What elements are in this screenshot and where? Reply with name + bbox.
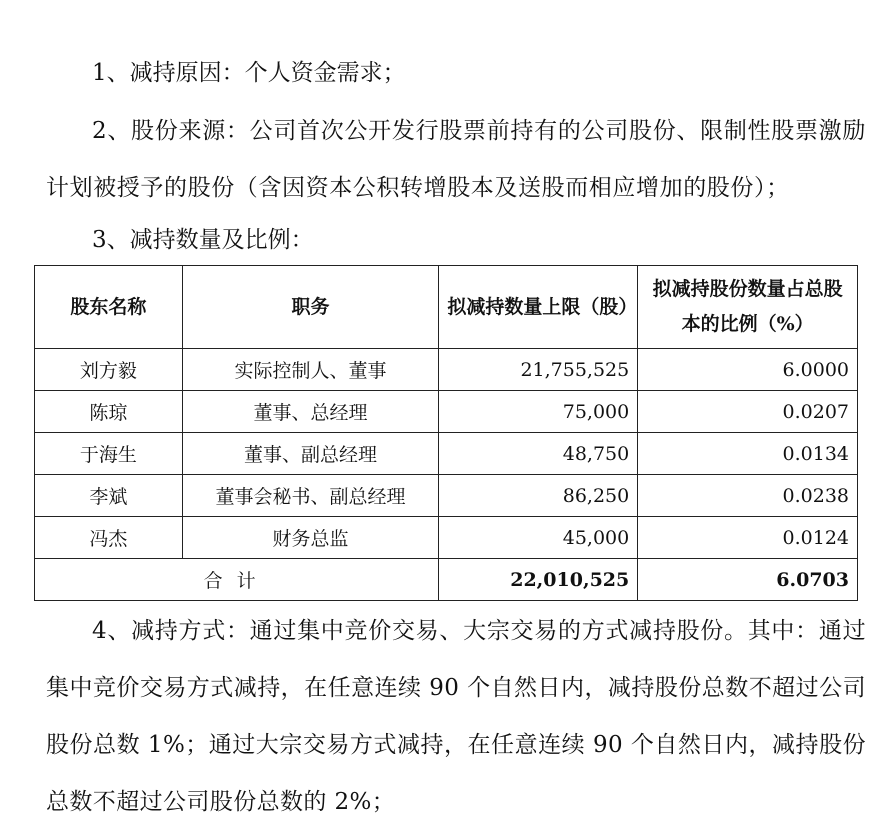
table-row (35, 349, 858, 391)
cell-position: 董事会秘书、副总经理 (182, 475, 439, 517)
header-max-shares: 拟减持数量上限（股） (439, 266, 638, 349)
cell-max-shares: 45,000 (439, 517, 638, 559)
table-row (35, 517, 858, 559)
cell-max-shares: 75,000 (439, 391, 638, 433)
table-row (35, 475, 858, 517)
table-row (35, 433, 858, 475)
header-position: 职务 (182, 266, 439, 349)
source-paragraph: 2、股份来源：公司首次公开发行股票前持有的公司股份、限制性股票激励计划被授予的股份（含因资本公积转增股本及送股而相应增加的股份）； (46, 118, 866, 201)
cell-position: 实际控制人、董事 (182, 349, 439, 391)
cell-position: 财务总监 (182, 517, 439, 559)
cell-max-shares: 48,750 (439, 433, 638, 475)
reason-paragraph: 1、减持原因：个人资金需求； (92, 60, 406, 86)
cell-name: 冯杰 (35, 517, 183, 559)
quantity-heading: 3、减持数量及比例： (92, 227, 314, 253)
total-label: 合计 (35, 559, 439, 601)
cell-position: 董事、总经理 (182, 391, 439, 433)
header-shareholder-name: 股东名称 (35, 266, 183, 349)
cell-name: 刘方毅 (35, 349, 183, 391)
cell-ratio: 0.0124 (638, 517, 858, 559)
cell-ratio: 6.0000 (638, 349, 858, 391)
table-total-row (35, 559, 858, 601)
cell-name: 李斌 (35, 475, 183, 517)
total-ratio: 6.0703 (638, 559, 858, 601)
cell-max-shares: 21,755,525 (439, 349, 638, 391)
cell-name: 陈琼 (35, 391, 183, 433)
total-max-shares: 22,010,525 (439, 559, 638, 601)
cell-ratio: 0.0134 (638, 433, 858, 475)
cell-ratio: 0.0207 (638, 391, 858, 433)
cell-ratio: 0.0238 (638, 475, 858, 517)
cell-max-shares: 86,250 (439, 475, 638, 517)
method-paragraph: 4、减持方式：通过集中竞价交易、大宗交易的方式减持股份。其中：通过集中竞价交易方式减持，在任意连续 90 个自然日内，减持股份总数不超过公司股份总数 1%；通过大宗交易方式减持，在任意连续 90 个自然日内，减持股份总数不超过公司股份总数的 2%； (46, 618, 866, 815)
table-row (35, 391, 858, 433)
header-ratio: 拟减持股份数量占总股本的比例（%） (638, 266, 858, 349)
reduction-table (34, 265, 858, 601)
table-header-row (35, 266, 858, 349)
cell-name: 于海生 (35, 433, 183, 475)
cell-position: 董事、副总经理 (182, 433, 439, 475)
